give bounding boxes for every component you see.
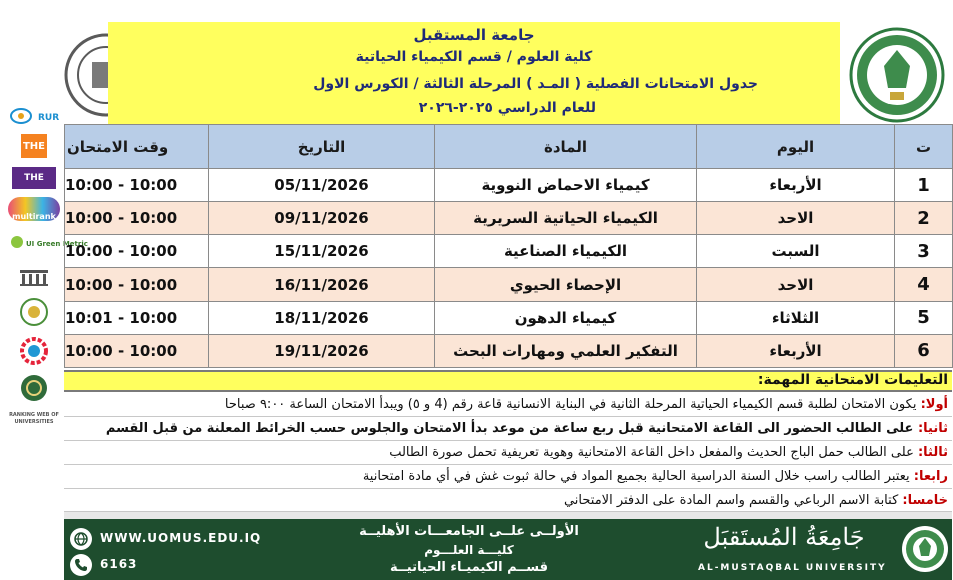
- cell-date: 18/11/2026: [209, 301, 435, 334]
- institution-building-logo: [8, 265, 60, 289]
- instruction-item: [64, 490, 952, 512]
- footer-university-logo: [900, 524, 950, 574]
- ui-greenmetric-logo: [8, 229, 88, 259]
- cell-num: 1: [895, 169, 953, 202]
- cell-day: السبت: [697, 235, 895, 268]
- footer-brand-arabic: جَامِعَةُ المُستَقبَل: [703, 523, 865, 551]
- table-row: [65, 301, 953, 334]
- cell-num: 6: [895, 334, 953, 367]
- instruction-item: [64, 394, 952, 417]
- cell-time: 10:01 - 10:00: [65, 301, 209, 334]
- arab-ranking-logo: [8, 295, 60, 329]
- the-impact-ranking-logo: THE: [8, 165, 60, 191]
- cell-num: 4: [895, 268, 953, 301]
- header-subject: المادة: [435, 125, 697, 169]
- cell-date: 15/11/2026: [209, 235, 435, 268]
- instruction-item: [64, 442, 952, 465]
- academic-year: للعام الدراسي ٢٠٢٥-٢٠٢٦: [418, 100, 596, 116]
- cell-date: 09/11/2026: [209, 202, 435, 235]
- instruction-label: ثالثا:: [917, 445, 948, 460]
- table-row: [65, 268, 953, 301]
- cell-subject: الإحصاء الحيوي: [435, 268, 697, 301]
- instruction-text: كتابة الاسم الرباعي والقسم واسم المادة على الدفتر الامتحاني: [563, 493, 903, 508]
- header-date: التاريخ: [209, 125, 435, 169]
- rankings-strip: [0, 95, 88, 445]
- svg-text:UI Green Metric: UI Green Metric: [26, 240, 88, 248]
- footer-website[interactable]: WWW.UOMUS.EDU.IQ: [100, 531, 262, 545]
- header-day: اليوم: [697, 125, 895, 169]
- cell-subject: التفكير العلمي ومهارات البحث: [435, 334, 697, 367]
- cell-day: الأربعاء: [697, 334, 895, 367]
- instruction-text: يعتبر الطالب راسب خلال السنة الدراسية الحالية بجميع المواد في حالة ثبوت غش في أي مادة امتحانية: [362, 469, 914, 484]
- sdg-logo: [8, 335, 60, 367]
- instruction-label: رابعا:: [913, 469, 948, 484]
- cell-time: 10:00 - 10:00: [65, 169, 209, 202]
- multirank-logo: multirank: [8, 195, 60, 223]
- instruction-label: ثانيا:: [917, 421, 948, 436]
- instruction-item: [64, 466, 952, 489]
- university-logo-left: [62, 26, 106, 124]
- cell-time: 10:00 - 10:00: [65, 235, 209, 268]
- cell-subject: الكيمياء الحياتية السريرية: [435, 202, 697, 235]
- cell-date: 16/11/2026: [209, 268, 435, 301]
- web-icon: [70, 528, 92, 550]
- cell-num: 3: [895, 235, 953, 268]
- table-row: [65, 169, 953, 202]
- cell-time: 10:00 - 10:00: [65, 202, 209, 235]
- instructions-title: التعليمات الامتحانية المهمة:: [64, 370, 952, 392]
- instruction-item: [64, 418, 952, 441]
- footer-phone[interactable]: 6163: [100, 557, 138, 571]
- cell-time: 10:00 - 10:00: [65, 268, 209, 301]
- cell-day: الاحد: [697, 268, 895, 301]
- cell-num: 5: [895, 301, 953, 334]
- cell-date: 05/11/2026: [209, 169, 435, 202]
- table-row: [65, 334, 953, 367]
- exam-schedule-table: [64, 124, 953, 368]
- table-row: [65, 202, 953, 235]
- cell-num: 2: [895, 202, 953, 235]
- cell-subject: الكيمياء الصناعية: [435, 235, 697, 268]
- instruction-label: أولا:: [920, 397, 948, 412]
- header-time: وقت الامتحان: [65, 125, 209, 169]
- the-ranking-logo: THE: [8, 133, 60, 159]
- table-row: [65, 235, 953, 268]
- webometrics-logo: RANKING WEB OF UNIVERSITIES: [9, 412, 59, 425]
- table-header-row: [65, 125, 953, 169]
- instruction-text: يكون الامتحان لطلبة قسم الكيمياء الحياتية المرحلة الثانية في البناية الانسانية قاعة رقم (4 و ٥) ويبدأ الامتحان الساعة ٩:٠٠ صباحا: [224, 397, 921, 412]
- rur-ranking-logo: [8, 103, 60, 129]
- cell-subject: كيمياء الاحماض النووية: [435, 169, 697, 202]
- cell-day: الأربعاء: [697, 169, 895, 202]
- header-num: ت: [895, 125, 953, 169]
- instruction-label: خامسا:: [902, 493, 948, 508]
- footer-brand-english: AL-MUSTAQBAL UNIVERSITY: [698, 563, 887, 573]
- cell-time: 10:00 - 10:00: [65, 334, 209, 367]
- instruction-text: على الطالب حمل الباج الحديث والمفعل داخل القاعة الامتحانية وهوية تعريفية تحمل صورة الطالب: [389, 445, 918, 460]
- arab-quality-logo: [8, 373, 60, 403]
- footer-college: كليـــة العلـــوم: [424, 543, 514, 557]
- instruction-text: على الطالب الحضور الى القاعة الامتحانية قبل ربع ساعة من موعد بدأ الامتحان والجلوس حسب الخرائط المعلنة من قبل القسم: [105, 421, 918, 436]
- header-banner: [108, 22, 840, 124]
- footer-slogan: الأولــى علــى الجامعـــات الأهليــة: [359, 524, 579, 539]
- college-department: كلية العلوم / قسم الكيمياء الحياتية: [355, 49, 593, 65]
- cell-day: الثلاثاء: [697, 301, 895, 334]
- svg-text:RUR: RUR: [38, 113, 60, 123]
- footer-department: قســم الكيميـاء الحياتيــة: [390, 560, 548, 575]
- schedule-title: جدول الامتحانات الفصلية ( المـد ) المرحلة الثالثة / الكورس الاول: [313, 76, 758, 92]
- cell-day: الاحد: [697, 202, 895, 235]
- footer-bar: [64, 519, 952, 580]
- cell-subject: كيمياء الدهون: [435, 301, 697, 334]
- cell-date: 19/11/2026: [209, 334, 435, 367]
- university-logo-right: [846, 26, 948, 124]
- phone-icon: [70, 554, 92, 576]
- university-name: جامعة المستقبل: [413, 26, 535, 44]
